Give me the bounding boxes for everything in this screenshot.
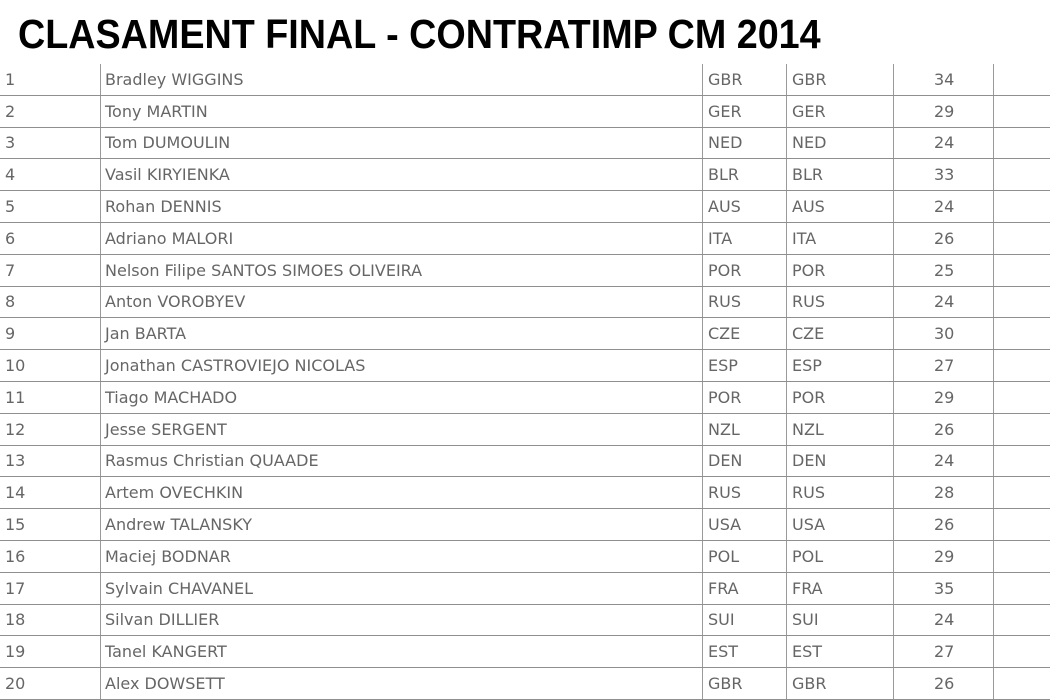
team-cell: NZL: [792, 419, 824, 439]
rank-cell: 10: [5, 356, 26, 376]
age-cell: 26: [934, 228, 955, 248]
rider-name-cell: Tanel KANGERT: [105, 642, 227, 662]
rank-cell: 14: [5, 483, 26, 503]
table-row: [0, 477, 1050, 509]
results-table: [0, 64, 1050, 700]
table-row: [0, 64, 1050, 96]
rank-cell: 3: [5, 133, 16, 153]
rider-name-cell: Tony MARTIN: [105, 101, 208, 121]
rider-name-cell: Jonathan CASTROVIEJO NICOLAS: [105, 356, 366, 376]
team-cell: DEN: [792, 451, 827, 471]
team-cell: FRA: [792, 578, 823, 598]
rider-name-cell: Silvan DILLIER: [105, 610, 220, 630]
nationality-cell: NZL: [708, 419, 740, 439]
rider-name-cell: Sylvain CHAVANEL: [105, 578, 253, 598]
rider-name-cell: Artem OVECHKIN: [105, 483, 244, 503]
rank-cell: 4: [5, 165, 16, 185]
rank-cell: 8: [5, 292, 16, 312]
table-row: [0, 509, 1050, 541]
age-cell: 24: [934, 610, 955, 630]
table-row: [0, 255, 1050, 287]
rider-name-cell: Rasmus Christian QUAADE: [105, 451, 319, 471]
nationality-cell: SUI: [708, 610, 735, 630]
age-cell: 35: [934, 578, 955, 598]
rank-cell: 1: [5, 69, 16, 89]
age-cell: 29: [934, 546, 955, 566]
nationality-cell: FRA: [708, 578, 739, 598]
nationality-cell: GBR: [708, 69, 743, 89]
rank-cell: 5: [5, 197, 16, 217]
age-cell: 26: [934, 419, 955, 439]
table-row: [0, 573, 1050, 605]
nationality-cell: BLR: [708, 165, 740, 185]
team-cell: POR: [792, 260, 826, 280]
team-cell: ESP: [792, 356, 822, 376]
team-cell: GBR: [792, 69, 827, 89]
nationality-cell: AUS: [708, 197, 741, 217]
team-cell: CZE: [792, 324, 825, 344]
team-cell: SUI: [792, 610, 819, 630]
age-cell: 27: [934, 642, 955, 662]
rank-cell: 17: [5, 578, 26, 598]
table-row: [0, 287, 1050, 319]
team-cell: RUS: [792, 292, 825, 312]
age-cell: 28: [934, 483, 955, 503]
rank-cell: 2: [5, 101, 16, 121]
rider-name-cell: Jesse SERGENT: [105, 419, 227, 439]
age-cell: 29: [934, 387, 955, 407]
team-cell: NED: [792, 133, 827, 153]
age-cell: 24: [934, 292, 955, 312]
team-cell: ITA: [792, 228, 817, 248]
table-row: [0, 350, 1050, 382]
nationality-cell: POR: [708, 387, 742, 407]
rider-name-cell: Andrew TALANSKY: [105, 515, 253, 535]
rank-cell: 9: [5, 324, 16, 344]
age-cell: 34: [934, 69, 955, 89]
table-row: [0, 446, 1050, 478]
nationality-cell: POR: [708, 260, 742, 280]
team-cell: POL: [792, 546, 824, 566]
rider-name-cell: Vasil KIRYIENKA: [105, 165, 230, 185]
rank-cell: 13: [5, 451, 26, 471]
team-cell: POR: [792, 387, 826, 407]
table-row: [0, 382, 1050, 414]
table-row: [0, 223, 1050, 255]
nationality-cell: NED: [708, 133, 743, 153]
nationality-cell: EST: [708, 642, 739, 662]
table-row: [0, 636, 1050, 668]
age-cell: 27: [934, 356, 955, 376]
rider-name-cell: Anton VOROBYEV: [105, 292, 246, 312]
rank-cell: 15: [5, 515, 26, 535]
rank-cell: 11: [5, 387, 26, 407]
nationality-cell: ITA: [708, 228, 733, 248]
team-cell: GER: [792, 101, 826, 121]
rider-name-cell: Alex DOWSETT: [105, 674, 225, 694]
rider-name-cell: Rohan DENNIS: [105, 197, 222, 217]
table-row: [0, 414, 1050, 446]
nationality-cell: RUS: [708, 292, 741, 312]
rank-cell: 18: [5, 610, 26, 630]
age-cell: 25: [934, 260, 955, 280]
rider-name-cell: Jan BARTA: [105, 324, 187, 344]
rank-cell: 7: [5, 260, 16, 280]
table-row: [0, 191, 1050, 223]
team-cell: AUS: [792, 197, 825, 217]
team-cell: USA: [792, 515, 826, 535]
team-cell: EST: [792, 642, 823, 662]
nationality-cell: DEN: [708, 451, 743, 471]
table-row: [0, 318, 1050, 350]
table-row: [0, 159, 1050, 191]
age-cell: 24: [934, 451, 955, 471]
age-cell: 26: [934, 515, 955, 535]
rider-name-cell: Tom DUMOULIN: [105, 133, 231, 153]
rider-name-cell: Nelson Filipe SANTOS SIMOES OLIVEIRA: [105, 260, 423, 280]
page-title: CLASAMENT FINAL - CONTRATIMP CM 2014: [18, 11, 821, 57]
table-row: [0, 96, 1050, 128]
rider-name-cell: Bradley WIGGINS: [105, 69, 244, 89]
rank-cell: 19: [5, 642, 26, 662]
nationality-cell: POL: [708, 546, 740, 566]
nationality-cell: CZE: [708, 324, 741, 344]
rank-cell: 20: [5, 674, 26, 694]
nationality-cell: ESP: [708, 356, 738, 376]
rank-cell: 16: [5, 546, 26, 566]
rider-name-cell: Adriano MALORI: [105, 228, 234, 248]
table-row: [0, 668, 1050, 700]
table-row: [0, 541, 1050, 573]
nationality-cell: GBR: [708, 674, 743, 694]
age-cell: 33: [934, 165, 955, 185]
age-cell: 24: [934, 133, 955, 153]
team-cell: RUS: [792, 483, 825, 503]
nationality-cell: RUS: [708, 483, 741, 503]
age-cell: 29: [934, 101, 955, 121]
age-cell: 26: [934, 674, 955, 694]
rank-cell: 6: [5, 228, 16, 248]
rank-cell: 12: [5, 419, 26, 439]
team-cell: BLR: [792, 165, 824, 185]
rider-name-cell: Tiago MACHADO: [105, 387, 238, 407]
rider-name-cell: Maciej BODNAR: [105, 546, 231, 566]
nationality-cell: GER: [708, 101, 742, 121]
age-cell: 30: [934, 324, 955, 344]
team-cell: GBR: [792, 674, 827, 694]
table-row: [0, 605, 1050, 637]
age-cell: 24: [934, 197, 955, 217]
nationality-cell: USA: [708, 515, 742, 535]
table-row: [0, 128, 1050, 160]
